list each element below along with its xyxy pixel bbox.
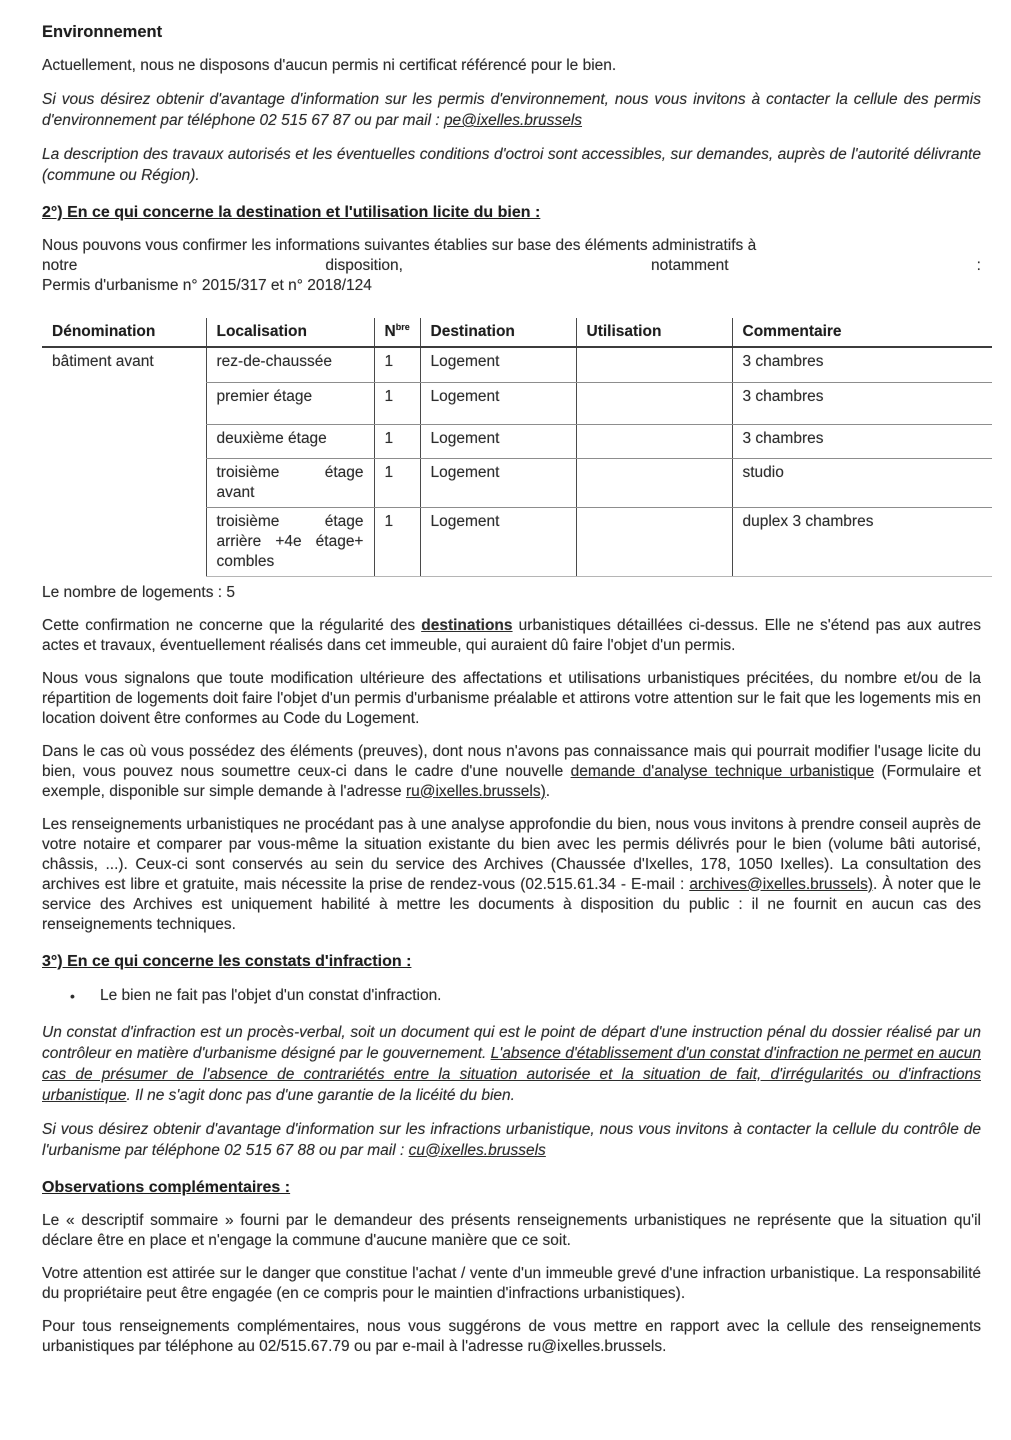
- paragraph-nombre-logements: [42, 583, 981, 603]
- cell-destination: Logement: [420, 382, 576, 424]
- email-link-cu: cu@ixelles.brussels: [408, 1141, 546, 1159]
- column-header-utilisation: [576, 318, 732, 347]
- text-run: .: [545, 782, 551, 800]
- bullet-item-no-infraction: [42, 986, 981, 1006]
- section-heading-destination: 2°) En ce qui concerne la destination et l'utilisation licite du bien :: [42, 204, 541, 221]
- paragraph-infraction-contact: [42, 1119, 981, 1161]
- paragraph-preuves: [42, 742, 981, 802]
- cell-localisation: troisième étage arrière +4e étage+ combles: [206, 507, 374, 576]
- section-heading-infractions: 3°) En ce qui concerne les constats d'infraction :: [42, 952, 412, 970]
- text-run: Votre attention est attirée sur le danger que constitue l'achat / vente d'un immeuble grevé d'une infraction urbanistique. La responsabilité du propriétaire peut être engagée (en ce compris pour le maintien d'infractions urbanistiques).: [42, 1264, 981, 1302]
- column-header-destination: [420, 318, 576, 347]
- cell-utilisation: [576, 424, 732, 458]
- text-run: notamment: [651, 257, 729, 274]
- paragraph-no-permit: [42, 56, 981, 76]
- text-run: urbanistiques détaillées ci-dessus. Elle ne s'étend pas aux autres actes et travaux, éventuellement réalisés dans cet immeuble, qui auraient dû faire l'objet d'un permis.: [42, 616, 981, 654]
- bullet-icon: [42, 986, 100, 1006]
- cell-nbre: 1: [374, 382, 420, 424]
- text-run: (Formulaire et exemple, disponible sur simple demande à l'adresse: [42, 762, 981, 800]
- cell-utilisation: [576, 347, 732, 382]
- cell-commentaire: 3 chambres: [732, 424, 992, 458]
- cell-destination: Logement: [420, 458, 576, 507]
- text-run: Si vous désirez obtenir d'avantage d'information sur les permis d'environnement, nous vous invitons à contacter la cellule des permis d'environnement par téléphone 02 515 67 87 ou par mail :: [42, 91, 981, 129]
- paragraph-confirmation-intro: [42, 236, 981, 256]
- cell-localisation: rez-de-chaussée: [206, 347, 374, 382]
- paragraph-renseignements-contact: [42, 1317, 981, 1357]
- header-label: N: [384, 323, 396, 340]
- text-run: La description des travaux autorisés et les éventuelles conditions d'octroi sont accessibles, sur demandes, auprès de l'autorité délivrante (commune ou Région).: [42, 146, 981, 184]
- cell-localisation: premier étage: [206, 382, 374, 424]
- cell-commentaire: duplex 3 chambres: [732, 507, 992, 576]
- text-run: Le « descriptif sommaire » fourni par le demandeur des présents renseignements urbanistiques ne représente que la situation qu'il déclare être en place et n'engage la commune d'aucune manière que ce soit.: [42, 1211, 981, 1249]
- text-run: . À noter que le service des Archives est uniquement habilité à mettre les documents à disposition du public : il ne fournit en aucun cas des renseignements techniques.: [42, 875, 981, 933]
- emphasis-destinations: destinations: [421, 616, 513, 634]
- text-run: notre: [42, 257, 78, 274]
- text-run: Nous vous signalons que toute modification ultérieure des affectations et utilisations urbanistiques précitées, du nombre et/ou de la répartition de logements doit faire l'objet d'un permis d'urbanisme préalable et attirons votre attention sur le fait que les logements mis en location doivent être conformes au Code du Logement.: [42, 669, 981, 727]
- table-header-row: [42, 318, 992, 347]
- text-run: Dans le cas où vous possédez des éléments (preuves), dont nous n'avons pas connaissance mais qui pourrait modifier l'usage licite du bien, vous pouvez nous soumettre ceux-ci dans le cadre d'une nouvelle: [42, 742, 981, 780]
- section-heading-observations: Observations complémentaires :: [42, 1178, 291, 1196]
- cell-denomination: bâtiment avant: [52, 353, 154, 370]
- text-run: Le nombre de logements : 5: [42, 583, 236, 601]
- table-row: [42, 347, 992, 382]
- destinations-table: [42, 318, 992, 577]
- header-label: Localisation: [216, 323, 307, 340]
- header-label: Destination: [430, 323, 515, 340]
- cell-utilisation: [576, 507, 732, 576]
- cell-destination: Logement: [420, 507, 576, 576]
- text-run: disposition,: [325, 257, 403, 274]
- cell-commentaire: studio: [732, 458, 992, 507]
- underlined-demande-analyse: demande d'analyse technique urbanistique: [570, 762, 875, 780]
- cell-utilisation: [576, 458, 732, 507]
- paragraph-descriptif-sommaire: [42, 1211, 981, 1251]
- text-run: Actuellement, nous ne disposons d'aucun permis ni certificat référencé pour le bien.: [42, 57, 617, 74]
- text-run: Nous pouvons vous confirmer les informations suivantes établies sur base des éléments administratifs à: [42, 237, 757, 254]
- email-link-pe: pe@ixelles.brussels: [443, 112, 583, 129]
- text-run: . Il ne s'agit donc pas d'une garantie de la licéité du bien.: [126, 1086, 515, 1104]
- text-run: Cette confirmation ne concerne que la régularité des: [42, 616, 422, 634]
- paragraph-env-contact: [42, 89, 981, 131]
- bullet-text: Le bien ne fait pas l'objet d'un constat d'infraction.: [100, 986, 442, 1004]
- cell-commentaire: 3 chambres: [732, 382, 992, 424]
- text-run: Un constat d'infraction est un procès-verbal, soit un document qui est le point de départ d'une instruction pénal du dossier réalisé par un contrôleur en matière d'urbanisme désigné par le gouvernement.: [42, 1023, 981, 1062]
- paragraph-constat-definition: [42, 1022, 981, 1106]
- column-header-localisation: [206, 318, 374, 347]
- paragraph-archives: [42, 815, 981, 935]
- email-link-archives: archives@ixelles.brussels): [689, 875, 874, 893]
- paragraph-modification-warning: [42, 669, 981, 729]
- cell-destination: Logement: [420, 347, 576, 382]
- cell-utilisation: [576, 382, 732, 424]
- cell-nbre: 1: [374, 347, 420, 382]
- column-header-denomination: [42, 318, 206, 347]
- cell-nbre: 1: [374, 507, 420, 576]
- text-run: Les renseignements urbanistiques ne procédant pas à une analyse approfondie du bien, nous vous invitons à prendre conseil auprès de votre notaire et comparer par vous-même la situation existante du bien avec les permis délivrés pour le bien (volume bâti autorisé, châssis, ...). Ceux-ci sont conservés au sein du service des Archives (Chaussée d'Ixelles, 178, 1050 Ixelles). La consultation des archives est libre et gratuite, mais nécessite la prise de rendez-vous (02.515.61.34 - E-mail :: [42, 815, 981, 893]
- text-run: Pour tous renseignements complémentaires, nous vous suggérons de vous mettre en rapport avec la cellule des renseignements urbanistiques par téléphone au 02/515.67.79 ou par e-mail à l'adresse ru@ixelles.brussels.: [42, 1317, 981, 1355]
- underlined-absence-constat: L'absence d'établissement d'un constat d'infraction ne permet en aucun cas de présumer de l'absence de contrariétés entre la situation autorisée et la situation de fait, d'irrégularités ou d'infractions urbanistique: [42, 1044, 981, 1104]
- permit-numbers-line: Permis d'urbanisme n° 2015/317 et n° 2018/124: [42, 277, 372, 294]
- cell-destination: Logement: [420, 424, 576, 458]
- column-header-commentaire: [732, 318, 992, 347]
- header-label: Dénomination: [52, 323, 156, 340]
- email-link-ru: ru@ixelles.brussels): [405, 782, 546, 800]
- paragraph-confirmation-scope: [42, 616, 981, 656]
- paragraph-danger-achat: [42, 1264, 981, 1304]
- cell-nbre: 1: [374, 424, 420, 458]
- header-superscript: bre: [395, 321, 410, 332]
- justified-gap-line: [42, 256, 981, 276]
- cell-localisation: troisième étage avant: [206, 458, 374, 507]
- cell-commentaire: 3 chambres: [732, 347, 992, 382]
- text-run: Si vous désirez obtenir d'avantage d'information sur les infractions urbanistique, nous vous invitons à contacter la cellule du contrôle de l'urbanisme par téléphone 02 515 67 88 ou par mail :: [42, 1120, 981, 1159]
- header-label: Commentaire: [742, 323, 842, 340]
- column-header-nbre: [374, 318, 420, 347]
- text-run: :: [976, 257, 981, 274]
- paragraph-travaux-autorises: [42, 144, 981, 186]
- cell-nbre: 1: [374, 458, 420, 507]
- cell-localisation: deuxième étage: [206, 424, 374, 458]
- section-heading-environnement: Environnement: [42, 23, 163, 41]
- header-label: Utilisation: [586, 323, 662, 340]
